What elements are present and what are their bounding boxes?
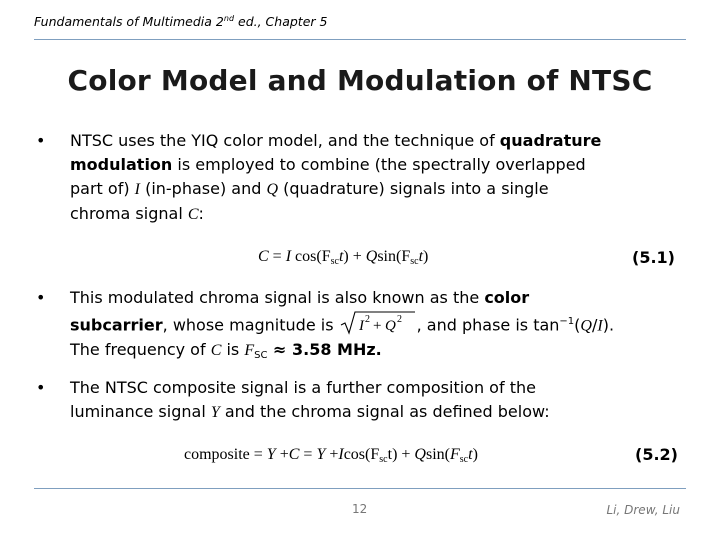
sqrt-exp-1: 2 xyxy=(364,314,370,326)
equation-number-5-1: (5.1) xyxy=(632,248,675,267)
footer-rule xyxy=(34,488,686,489)
sqrt-exp-2: 2 xyxy=(396,314,402,326)
header-rule xyxy=(34,39,686,40)
equation-5-2: composite = $Y +C = Y +Icos(F_{sc}t) + Qsin(F_{sc}t)$ xyxy=(184,446,478,465)
bullet-2-text: This modulated chroma signal is also known as the color subcarrier, whose magnitude is I 2 + Q 2 , and phase is $\tan^{-1}(Q/I)$. The frequency of C is $F_{SC} \approx 3.58$ MHz. xyxy=(70,288,615,362)
sqrt-I: I xyxy=(358,318,364,335)
slide-title: Color Model and Modulation of NTSC xyxy=(67,64,653,97)
magnitude-sqrt-formula xyxy=(339,310,417,334)
sqrt-Q: Q xyxy=(384,318,396,335)
bullet-marker-3: • xyxy=(36,378,46,397)
bullet-1-text: NTSC uses the YIQ color model, and the technique of quadrature modulation is employed to combine (the spectrally overlapped part of) I (in-phase) and Q (quadrature) signals into a single chroma signal C: xyxy=(70,131,602,223)
equation-number-5-2: (5.2) xyxy=(635,445,678,464)
bullet-3-text: The NTSC composite signal is a further composition of the luminance signal Y and the chroma signal as defined below: xyxy=(70,378,550,421)
bullet-marker-1: • xyxy=(36,131,46,150)
equation-5-1: C = I $\cos(F_{sc}t) + Qsin(F_{sc}t)$ xyxy=(258,248,429,267)
page-number: 12 xyxy=(352,502,368,516)
footer-authors: Li, Drew, Liu xyxy=(606,503,680,517)
header-title: Fundamentals of Multimedia 2nd ed., Chapter 5 xyxy=(34,14,328,30)
bullet-marker-2: • xyxy=(36,288,46,307)
sqrt-plus: + xyxy=(372,318,382,335)
